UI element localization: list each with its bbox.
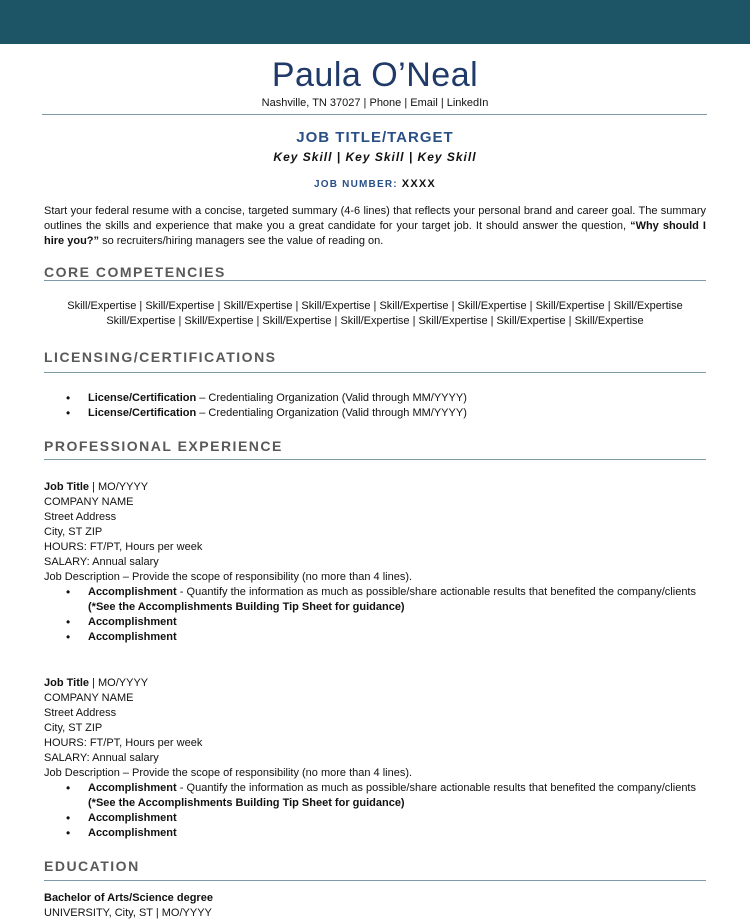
license-name: License/Certification xyxy=(88,407,197,419)
section-heading-experience: PROFESSIONAL EXPERIENCE xyxy=(44,438,283,454)
accomplishment-item xyxy=(88,811,696,826)
accomplishment-item xyxy=(88,630,696,645)
degree: Bachelor of Arts/Science degree xyxy=(44,892,213,904)
city-state-zip: City, ST ZIP xyxy=(44,722,103,734)
street-address: Street Address xyxy=(44,707,117,719)
salary: SALARY: Annual salary xyxy=(44,556,159,568)
summary-bold-question: “Why should I hire you?” xyxy=(44,220,706,247)
licensing-divider xyxy=(44,372,706,373)
license-item xyxy=(66,406,467,421)
section-heading-competencies: CORE COMPETENCIES xyxy=(44,264,226,280)
competencies-list xyxy=(44,299,706,329)
job-title-line xyxy=(44,676,706,691)
job-title: Job Title xyxy=(44,481,90,493)
summary-tail: so recruiters/hiring managers see the value of reading on. xyxy=(99,235,384,247)
hours: HOURS: FT/PT, Hours per week xyxy=(44,541,203,553)
job-entry xyxy=(44,676,706,841)
header-divider xyxy=(42,114,707,115)
accomplishment-text: - Quantify the information as much as possible/share actionable results that benefited the company/clients xyxy=(176,586,696,598)
section-heading-licensing: LICENSING/CERTIFICATIONS xyxy=(44,349,277,365)
license-name: License/Certification xyxy=(88,392,197,404)
school-line: UNIVERSITY, City, ST | MO/YYYY xyxy=(44,907,212,919)
company-name: COMPANY NAME xyxy=(44,692,134,704)
accomplishment-tip: (*See the Accomplishments Building Tip Sheet for guidance) xyxy=(88,797,405,809)
accomplishment-label: Accomplishment xyxy=(88,782,177,794)
accomplishment-item xyxy=(88,826,696,841)
education-divider xyxy=(44,880,706,881)
job-date: | MO/YYYY xyxy=(89,481,149,493)
license-item xyxy=(66,391,467,406)
education-entry xyxy=(44,891,213,920)
street-address: Street Address xyxy=(44,511,117,523)
job-number xyxy=(0,178,750,190)
license-detail: – Credentialing Organization (Valid through MM/YYYY) xyxy=(196,407,467,419)
accomplishment-label: Accomplishment xyxy=(88,812,177,824)
license-detail: – Credentialing Organization (Valid through MM/YYYY) xyxy=(196,392,467,404)
accomplishment-text: - Quantify the information as much as possible/share actionable results that benefited the company/clients xyxy=(176,782,696,794)
company-name: COMPANY NAME xyxy=(44,496,134,508)
accomplishment-item xyxy=(88,615,696,630)
accomplishment-label: Accomplishment xyxy=(88,586,177,598)
job-title-line xyxy=(44,480,706,495)
competencies-line: Skill/Expertise | Skill/Expertise | Skill/Expertise | Skill/Expertise | Skill/Expertise | Skill/Expertise | Skill/Expertise | Skill/Expertise xyxy=(67,300,683,312)
summary-paragraph xyxy=(44,204,706,249)
job-title: Job Title xyxy=(44,677,90,689)
job-title-target: JOB TITLE/TARGET xyxy=(296,129,454,146)
job-number-label: JOB NUMBER: xyxy=(314,179,402,190)
competencies-line: Skill/Expertise | Skill/Expertise | Skill/Expertise | Skill/Expertise | Skill/Expertise | Skill/Expertise | Skill/Expertise xyxy=(106,315,644,327)
hours: HOURS: FT/PT, Hours per week xyxy=(44,737,203,749)
city-state-zip: City, ST ZIP xyxy=(44,526,103,538)
accomplishment-item xyxy=(88,585,696,615)
candidate-name: Paula O’Neal xyxy=(271,56,479,94)
section-heading-education: EDUCATION xyxy=(44,858,140,874)
licenses-list xyxy=(66,391,467,421)
job-number-value: XXXX xyxy=(401,178,436,190)
accomplishment-label: Accomplishment xyxy=(88,616,177,628)
header-color-bar xyxy=(0,0,750,44)
accomplishment-label: Accomplishment xyxy=(88,631,177,643)
job-description: Job Description – Provide the scope of responsibility (no more than 4 lines). xyxy=(44,767,413,779)
accomplishment-tip: (*See the Accomplishments Building Tip Sheet for guidance) xyxy=(88,601,405,613)
accomplishment-item xyxy=(88,781,696,811)
experience-divider xyxy=(44,459,706,460)
accomplishment-label: Accomplishment xyxy=(88,827,177,839)
job-date: | MO/YYYY xyxy=(89,677,149,689)
competencies-divider xyxy=(44,280,706,281)
contact-info: Nashville, TN 37027 | Phone | Email | LinkedIn xyxy=(261,97,489,109)
job-entry xyxy=(44,480,706,645)
salary: SALARY: Annual salary xyxy=(44,752,159,764)
job-description: Job Description – Provide the scope of responsibility (no more than 4 lines). xyxy=(44,571,413,583)
key-skills: Key Skill | Key Skill | Key Skill xyxy=(273,150,477,164)
summary-text: Start your federal resume with a concise, targeted summary (4-6 lines) that reflects your personal brand and career goal. The summary outlines the skills and experience that make you a great candidate for your target job. It should answer the question, xyxy=(44,205,706,232)
